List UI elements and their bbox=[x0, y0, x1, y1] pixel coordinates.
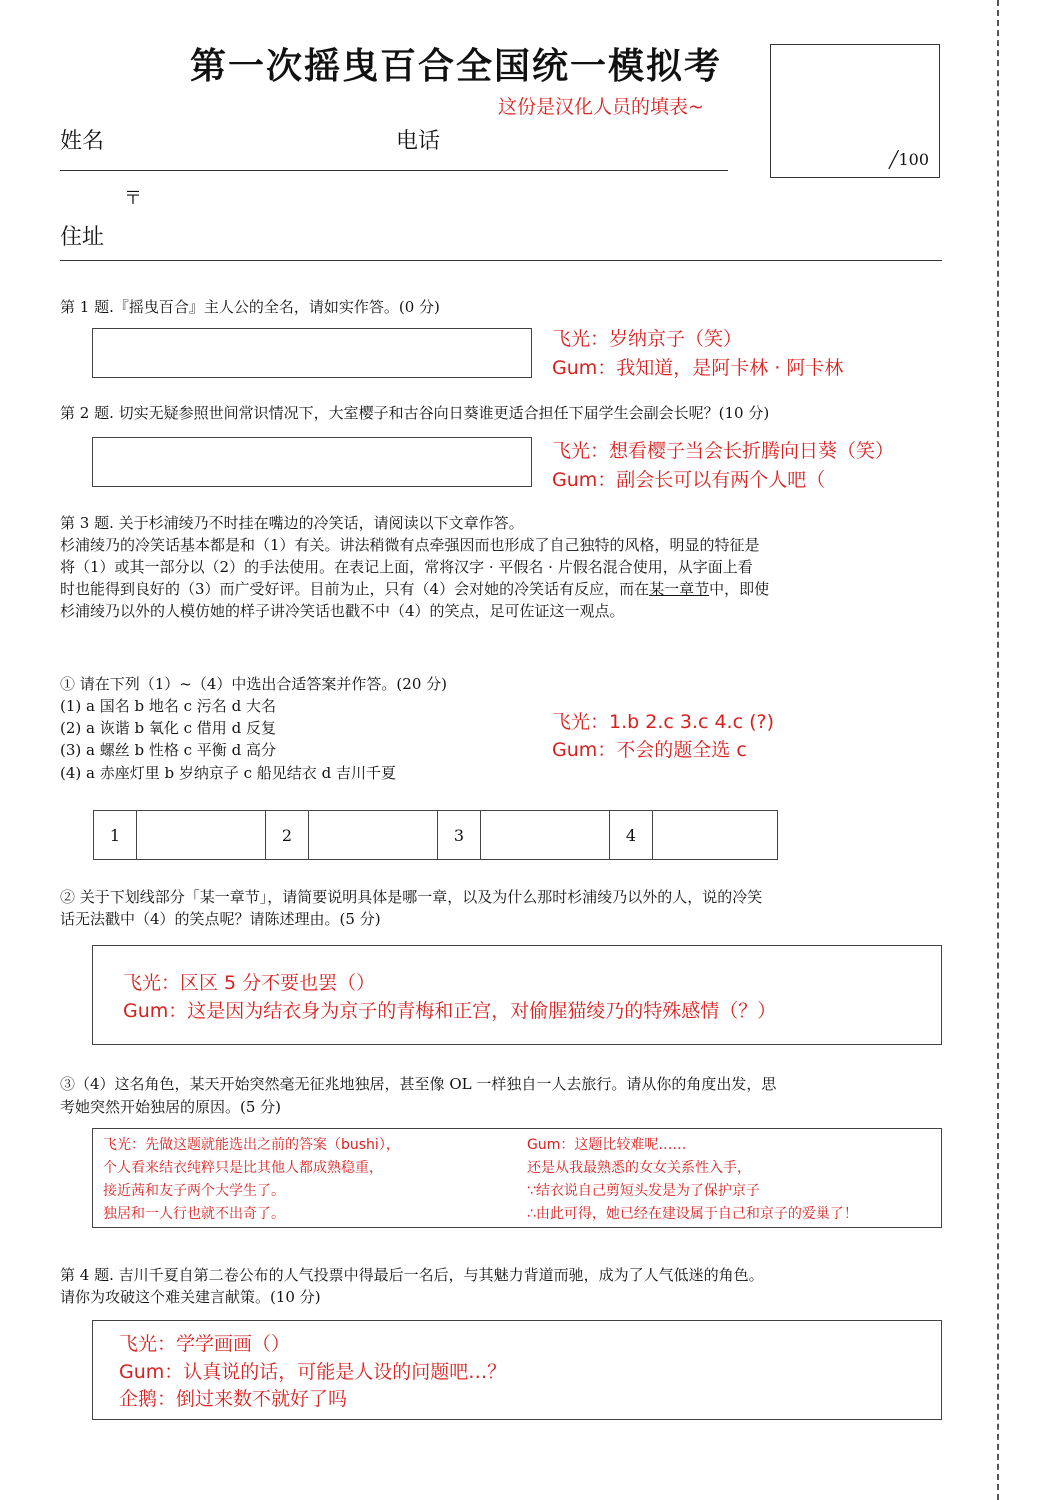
answer-number-2: 2 bbox=[266, 811, 309, 859]
question-4-line-2: 请你为攻破这个难关建言献策。(10 分) bbox=[60, 1288, 321, 1306]
q4-note-2: Gum：认真说的话，可能是人设的问题吧…？ bbox=[119, 1361, 507, 1383]
sub2-note-1: 飞光：区区 5 分不要也罢（） bbox=[123, 972, 376, 994]
score-total: ╱100 bbox=[888, 150, 929, 169]
phone-label: 电话 bbox=[396, 129, 441, 154]
name-phone-line bbox=[60, 170, 728, 171]
question-1: 第 1 题.『摇曳百合』主人公的全名，请如实作答。(0 分) bbox=[60, 298, 440, 316]
answer-box-4[interactable] bbox=[92, 1320, 942, 1420]
passage-line-3-after: 中，即使 bbox=[709, 580, 770, 598]
sub3-left-note-3: 接近茜和友子两个大学生了。 bbox=[103, 1183, 285, 1199]
passage-line-1: 杉浦绫乃的冷笑话基本都是和（1）有关。讲法稍微有点牵强因而也形成了自己独特的风格，明显的特征是 bbox=[60, 536, 760, 554]
sub3-left-note-2: 个人看来结衣纯粹只是比其他人都成熟稳重， bbox=[103, 1160, 383, 1176]
question-2: 第 2 题. 切实无疑参照世间常识情况下，大室樱子和古谷向日葵谁更适合担任下届学生会副会长呢？(10 分) bbox=[60, 404, 770, 422]
question-3-intro: 第 3 题. 关于杉浦绫乃不时挂在嘴边的冷笑话，请阅读以下文章作答。 bbox=[60, 514, 524, 532]
score-box bbox=[770, 44, 940, 178]
address-label: 住址 bbox=[60, 225, 105, 250]
answer-box-1[interactable] bbox=[92, 328, 532, 378]
answer-cell-2[interactable] bbox=[309, 811, 438, 859]
sub3-right-note-4: ∴由此可得，她已经在建设属于自己和京子的爱巢了！ bbox=[527, 1206, 858, 1222]
answer-cell-3[interactable] bbox=[481, 811, 610, 859]
sub1-note-1: 飞光：1.b 2.c 3.c 4.c (?) bbox=[552, 711, 774, 733]
subquestion-3-line-2: 考她突然开始独居的原因。(5 分) bbox=[60, 1098, 282, 1116]
sub3-left-note-1: 飞光：先做这题就能选出之前的答案（bushi）， bbox=[103, 1137, 400, 1153]
sub3-right-note-2: 还是从我最熟悉的女女关系性入手， bbox=[527, 1160, 751, 1176]
q4-note-1: 飞光：学学画画（） bbox=[119, 1333, 291, 1355]
sub1-note-2: Gum：不会的题全选 c bbox=[552, 739, 747, 761]
subquestion-2-line-2: 话无法戳中（4）的笑点呢？请陈述理由。(5 分) bbox=[60, 910, 381, 928]
answer-box-sub3[interactable] bbox=[92, 1128, 942, 1228]
passage-line-3-text: 时也能得到良好的（3）而广受好评。目前为止，只有（4）会对她的冷笑话有反应，而在 bbox=[60, 580, 650, 598]
sub3-right-note-1: Gum：这题比较难呢…… bbox=[527, 1137, 687, 1153]
subquestion-2-line-1: ② 关于下划线部分「某一章节」，请简要说明具体是哪一章，以及为什么那时杉浦绫乃以外的人，说的冷笑 bbox=[60, 888, 763, 906]
option-2: (2) a 诙谐 b 氧化 c 借用 d 反复 bbox=[60, 719, 276, 737]
question-4-line-1: 第 4 题. 吉川千夏自第二卷公布的人气投票中得最后一名后，与其魅力背道而驰，成为了人气低迷的角色。 bbox=[60, 1266, 764, 1284]
answer-box-sub2[interactable] bbox=[92, 945, 942, 1045]
option-1: (1) a 国名 b 地名 c 污名 d 大名 bbox=[60, 697, 276, 715]
passage-line-2: 将（1）或其一部分以（2）的手法使用。在表记上面，常将汉字 · 平假名 · 片假名混合使用，从字面上看 bbox=[60, 558, 753, 576]
option-4: (4) a 赤座灯里 b 岁纳京子 c 船见结衣 d 吉川千夏 bbox=[60, 764, 396, 782]
sub3-left-note-4: 独居和一人行也就不出奇了。 bbox=[103, 1206, 285, 1222]
subquestion-1: ① 请在下列（1）~（4）中选出合适答案并作答。(20 分) bbox=[60, 675, 447, 693]
answer-number-3: 3 bbox=[438, 811, 481, 859]
underlined-chapter: 某一章节 bbox=[649, 580, 710, 598]
answer-box-2[interactable] bbox=[92, 437, 532, 487]
answer-table bbox=[93, 810, 778, 860]
q2-note-1: 飞光：想看樱子当会长折腾向日葵（笑） bbox=[552, 440, 895, 462]
q4-note-3: 企鹅：倒过来数不就好了吗 bbox=[119, 1388, 348, 1410]
q1-note-2: Gum：我知道，是阿卡林 · 阿卡林 bbox=[552, 357, 844, 379]
q2-note-2: Gum：副会长可以有两个人吧（ bbox=[552, 469, 826, 491]
answer-number-1: 1 bbox=[94, 811, 137, 859]
answer-cell-1[interactable] bbox=[137, 811, 266, 859]
answer-cell-4[interactable] bbox=[653, 811, 777, 859]
answer-number-4: 4 bbox=[610, 811, 653, 859]
subquestion-3-line-1: ③（4）这名角色，某天开始突然毫无征兆地独居，甚至像 OL 一样独自一人去旅行。请从你的角度出发，思 bbox=[60, 1075, 777, 1093]
sub3-right-note-3: ∵结衣说自己剪短头发是为了保护京子 bbox=[527, 1183, 760, 1199]
option-3: (3) a 螺丝 b 性格 c 平衡 d 高分 bbox=[60, 741, 276, 759]
q1-note-1: 飞光：岁纳京子（笑） bbox=[552, 328, 743, 350]
translator-note-subtitle: 这份是汉化人员的填表~ bbox=[498, 96, 704, 118]
passage-line-3 bbox=[60, 578, 769, 601]
exam-title: 第一次摇曳百合全国统一模拟考 bbox=[190, 45, 723, 87]
cut-line bbox=[997, 0, 999, 1500]
sub2-note-2: Gum：这是因为结衣身为京子的青梅和正宫，对偷腥猫绫乃的特殊感情（？） bbox=[123, 1000, 777, 1022]
passage-line-4: 杉浦绫乃以外的人模仿她的样子讲冷笑话也戳不中（4）的笑点，足可佐证这一观点。 bbox=[60, 602, 625, 620]
postal-mark: 〒 bbox=[124, 188, 142, 209]
address-line bbox=[60, 260, 942, 261]
name-label: 姓名 bbox=[60, 129, 105, 154]
